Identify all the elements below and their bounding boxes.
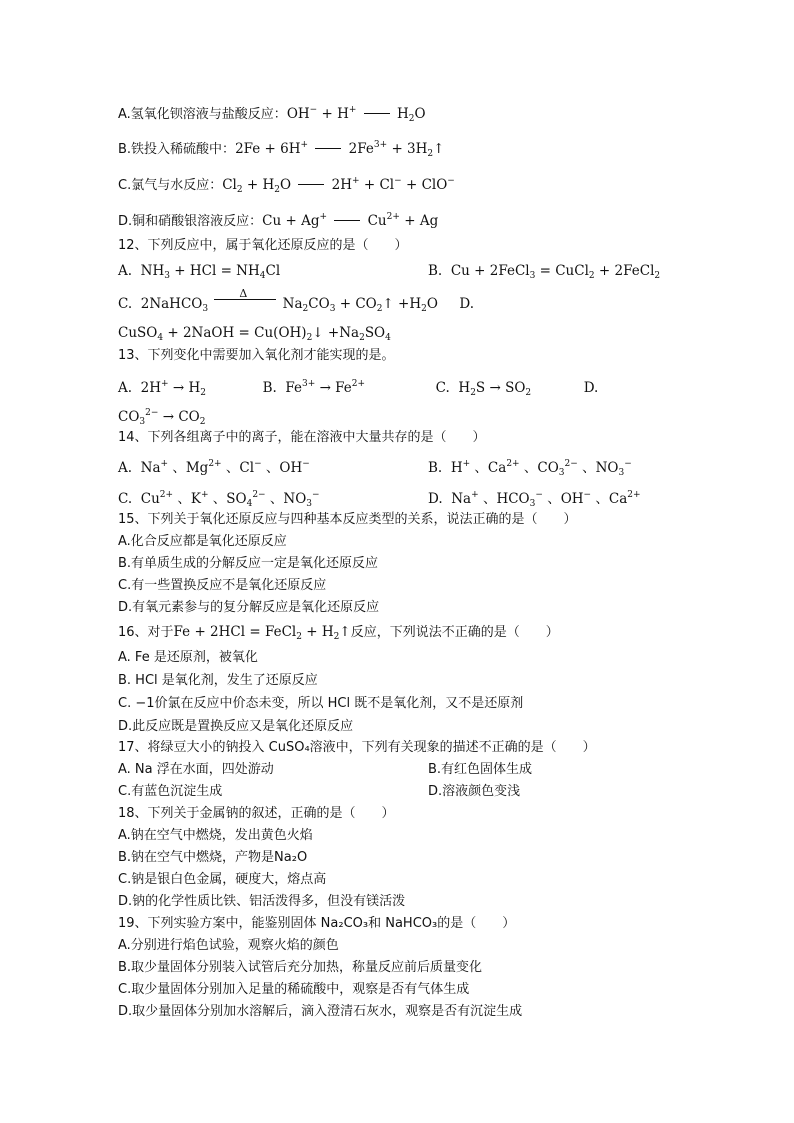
- equation: Cu + 2FeCl$_3$ = CuCl$_2$ + 2FeCl$_2$: [450, 263, 661, 281]
- q16-option-c: C. −1价氯在反应中价态未变，所以 HCl 既不是氧化剂，又不是还原剂: [118, 696, 524, 711]
- q12-option-d: [118, 323, 391, 348]
- q16-option-d: D.此反应既是置换反应又是氧化还原反应: [118, 719, 354, 734]
- q19-option-b: B.取少量固体分别装入试管后充分加热，称量反应前后质量变化: [118, 960, 483, 975]
- equation: OH− + H+ $H_2O$: [286, 105, 426, 124]
- option-letter: B.: [428, 460, 443, 476]
- q12-option-c: [118, 287, 475, 319]
- stem-suffix: 反应，下列说法不正确的是（ ）: [350, 625, 559, 640]
- equation: Fe + 2HCl = FeCl$_2$ + $H_2↑$: [173, 624, 351, 642]
- ion-group: Na+ 、$HCO_3^-$ 、OH− 、$Ca^{2+}$: [451, 490, 641, 509]
- q19-option-d: D.取少量固体分别加水溶解后，滴入澄清石灰水，观察是否有沉淀生成: [118, 1004, 523, 1019]
- q15-stem: 15、下列关于氧化还原反应与四种基本反应类型的关系，说法正确的是（ ）: [118, 512, 577, 527]
- q14-stem: 14、下列各组离子中的离子，能在溶液中大量共存的是（ ）: [118, 430, 486, 445]
- option-letter: C.: [435, 380, 450, 396]
- q15-option-c: C.有一些置换反应不是氧化还原反应: [118, 578, 327, 593]
- equation: 2NaHCO$_3$ Δ $Na_2CO_3$ + $CO_2↑ +H_2O$: [140, 287, 438, 314]
- option-letter: D.: [459, 296, 475, 312]
- q18-option-b: B.钠在空气中燃烧，产物是Na₂O: [118, 850, 308, 865]
- q17-option-c: [118, 782, 521, 802]
- q18-option-d: D.钠的化学性质比铁、铝活泼得多，但没有镁活泼: [118, 894, 406, 909]
- q13-options: [118, 374, 598, 403]
- q16-option-a: A. Fe 是还原剂，被氧化: [118, 650, 258, 665]
- q15-option-a: A.化合反应都是氧化还原反应: [118, 534, 287, 549]
- equation: Cu + Ag+ $Cu^{2+} + Ag$: [262, 212, 439, 229]
- option-label: D.铜和硝酸银溶液反应：: [118, 214, 263, 229]
- option-letter: D.: [583, 380, 599, 396]
- q14-option-b: [428, 454, 632, 483]
- q13-option-a: $2H^+ \to H_2$: [140, 379, 206, 398]
- ion-group: H+ 、$Ca^{2+}$ 、$CO_3^{2-}$ 、$NO_3^-$: [450, 459, 632, 478]
- q17-stem: 17、将绿豆大小的钠投入 CuSO₄溶液中，下列有关现象的描述不正确的是（ ）: [118, 740, 596, 755]
- q15-option-b: B.有单质生成的分解反应一定是氧化还原反应: [118, 556, 379, 571]
- q19-stem: 19、下列实验方案中，能鉴别固体 Na₂CO₃和 NaHCO₃的是（ ）: [118, 916, 516, 931]
- option-letter: C.: [118, 491, 133, 507]
- q12-option-a: [118, 261, 661, 286]
- q15-option-d: D.有氧元素参与的复分解反应是氧化还原反应: [118, 600, 380, 615]
- option-label: B.铁投入稀硫酸中：: [118, 142, 236, 157]
- option-letter: B.: [428, 263, 443, 279]
- equation: $CO_3^{2-} \to CO_2$: [118, 408, 206, 427]
- q17-option-b: B.有红色固体生成: [428, 762, 533, 777]
- ion-group: Na+ 、$Mg^{2+}$ 、Cl− 、OH−: [140, 459, 310, 476]
- q14-option-a: [118, 454, 632, 478]
- q11-option-d: [118, 207, 438, 232]
- option-letter: A.: [118, 460, 133, 476]
- heat-arrow: Δ: [214, 292, 276, 306]
- q13-option-c: $H_2S \to SO_2$: [458, 380, 532, 398]
- option-label: A.氢氧化钡溶液与盐酸反应：: [118, 107, 287, 122]
- q12-stem: 12、下列反应中，属于氧化还原反应的是（ ）: [118, 238, 408, 253]
- option-text: A. Na 浮在水面，四处游动: [118, 762, 274, 777]
- ion-group: $Cu^{2+}$ 、K+ 、$SO_4^{2-}$ 、$NO_3^-$: [140, 490, 320, 509]
- q18-stem: 18、下列关于金属钠的叙述，正确的是（ ）: [118, 806, 395, 821]
- q16-option-b: B. HCl 是氧化剂，发生了还原反应: [118, 673, 318, 688]
- stem-prefix: 16、对于: [118, 625, 174, 640]
- q19-option-c: C.取少量固体分别加入足量的稀硫酸中，观察是否有气体生成: [118, 982, 470, 997]
- q11-option-a: [118, 100, 426, 129]
- q11-option-c: [118, 171, 455, 200]
- option-letter: A.: [118, 380, 133, 396]
- q16-stem: [118, 622, 559, 647]
- equation: $NH_3$ + HCl = $NH_4Cl$: [140, 263, 281, 281]
- q13-option-b: $Fe^{3+} \to Fe^{2+}$: [285, 379, 366, 396]
- option-letter: D.: [428, 491, 443, 507]
- option-text: C.有蓝色沉淀生成: [118, 784, 223, 799]
- q19-option-a: A.分别进行焰色试验，观察火焰的颜色: [118, 938, 339, 953]
- q17-option-a: [118, 760, 533, 780]
- option-label: C.氯气与水反应：: [118, 178, 223, 193]
- equation: 2Fe + 6H+ $2Fe^{3+}$ + $3H_2↑$: [235, 140, 445, 159]
- q11-option-b: [118, 135, 444, 164]
- q18-option-c: C.钠是银白色金属，硬度大，熔点高: [118, 872, 327, 887]
- equation: CuSO$_4$ + 2NaOH = $Cu(OH)_2↓ +Na_2SO_4$: [118, 325, 391, 343]
- q18-option-a: A.钠在空气中燃烧，发出黄色火焰: [118, 828, 313, 843]
- equation: $Cl_2 + H_2O$ 2H+ + Cl− + ClO−: [222, 176, 455, 195]
- q12-option-b: [428, 261, 660, 286]
- q13-stem: 13、下列变化中需要加入氧化剂才能实现的是。: [118, 348, 395, 363]
- option-letter: B.: [262, 380, 277, 396]
- option-letter: C.: [118, 296, 133, 312]
- option-letter: A.: [118, 263, 133, 279]
- q17-option-d: D.溶液颜色变浅: [428, 784, 521, 799]
